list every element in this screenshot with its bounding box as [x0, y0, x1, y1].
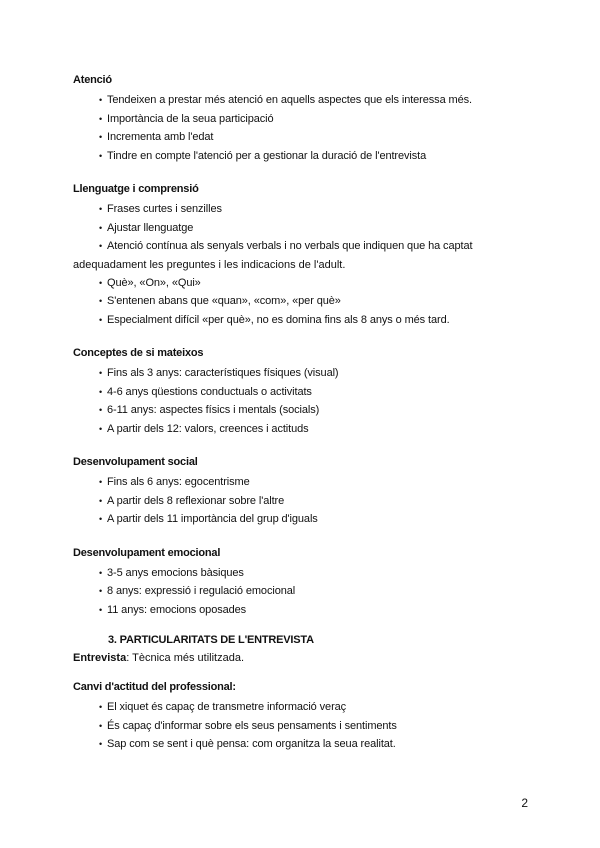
bullet-list	[73, 473, 553, 529]
list-item: • 8 anys: expressió i regulació emocional	[107, 582, 553, 601]
list-item-continuation: adequadament les preguntes i les indicacions de l'adult.	[73, 258, 346, 271]
bullet-list	[73, 364, 553, 438]
section-heading: Conceptes de si mateixos	[73, 347, 204, 359]
list-item: • Especialment difícil «per què», no es domina fins als 8 anys o més tard.	[107, 311, 553, 330]
section-heading: Desenvolupament social	[73, 456, 198, 468]
section-social	[73, 454, 553, 529]
list-item: • 11 anys: emocions oposades	[107, 601, 553, 620]
list-item: • Tindre en compte l'atenció per a gestionar la duració de l'entrevista	[107, 147, 553, 166]
list-item: • 6-11 anys: aspectes físics i mentals (socials)	[107, 401, 553, 420]
entrevista-definition	[73, 649, 553, 667]
list-item: • Què», «On», «Qui»	[107, 274, 553, 293]
list-item	[107, 237, 553, 256]
section-canvi-actitud	[73, 679, 553, 754]
bullet-list	[73, 564, 553, 620]
list-item: • Tendeixen a prestar més atenció en aquells aspectes que els interessa més.	[107, 91, 553, 110]
entrevista-text: : Tècnica més utilitzada.	[126, 652, 244, 664]
list-item: • Importància de la seua participació	[107, 110, 553, 129]
section-atencio	[73, 72, 553, 165]
list-item: • 4-6 anys qüestions conductuals o activitats	[107, 383, 553, 402]
section-heading: Desenvolupament emocional	[73, 546, 221, 559]
part-title: 3. PARTICULARITATS DE L'ENTREVISTA	[108, 634, 314, 646]
list-item: • El xiquet és capaç de transmetre informació veraç	[107, 698, 553, 717]
list-item: • S'entenen abans que «quan», «com», «per què»	[107, 292, 553, 311]
list-item: • És capaç d'informar sobre els seus pensaments i sentiments	[107, 717, 553, 736]
bullet-list	[73, 91, 553, 165]
section-emocional	[73, 545, 553, 620]
list-item: • Fins als 6 anys: egocentrisme	[107, 473, 553, 492]
list-item: • A partir dels 11 importància del grup d'iguals	[107, 510, 553, 529]
section-heading: Canvi d'actitud del professional:	[73, 681, 236, 693]
list-item: • Ajustar llenguatge	[107, 219, 553, 238]
list-item: • Incrementa amb l'edat	[107, 128, 553, 147]
list-item: • Sap com se sent i què pensa: com organitza la seua realitat.	[107, 735, 553, 754]
entrevista-label: Entrevista	[73, 652, 127, 664]
list-item: • A partir dels 8 reflexionar sobre l'altre	[107, 492, 553, 511]
list-item: • A partir dels 12: valors, creences i actituds	[107, 420, 553, 439]
list-item: • Frases curtes i senzilles	[107, 200, 553, 219]
list-item: • Fins als 3 anys: característiques físiques (visual)	[107, 364, 553, 383]
bullet-list	[73, 274, 553, 330]
section-llenguatge	[73, 181, 553, 329]
bullet-list	[73, 698, 553, 754]
page-number: 2	[521, 796, 528, 810]
section-heading: Atenció	[73, 74, 112, 86]
section-heading: Llenguatge i comprensió	[73, 183, 199, 195]
bullet-list	[73, 200, 553, 256]
list-item-text: Atenció contínua als senyals verbals i no verbals que indiquen que ha captat	[107, 240, 473, 252]
document-body	[73, 72, 553, 770]
list-item: • 3-5 anys emocions bàsiques	[107, 564, 553, 583]
section-conceptes	[73, 345, 553, 438]
